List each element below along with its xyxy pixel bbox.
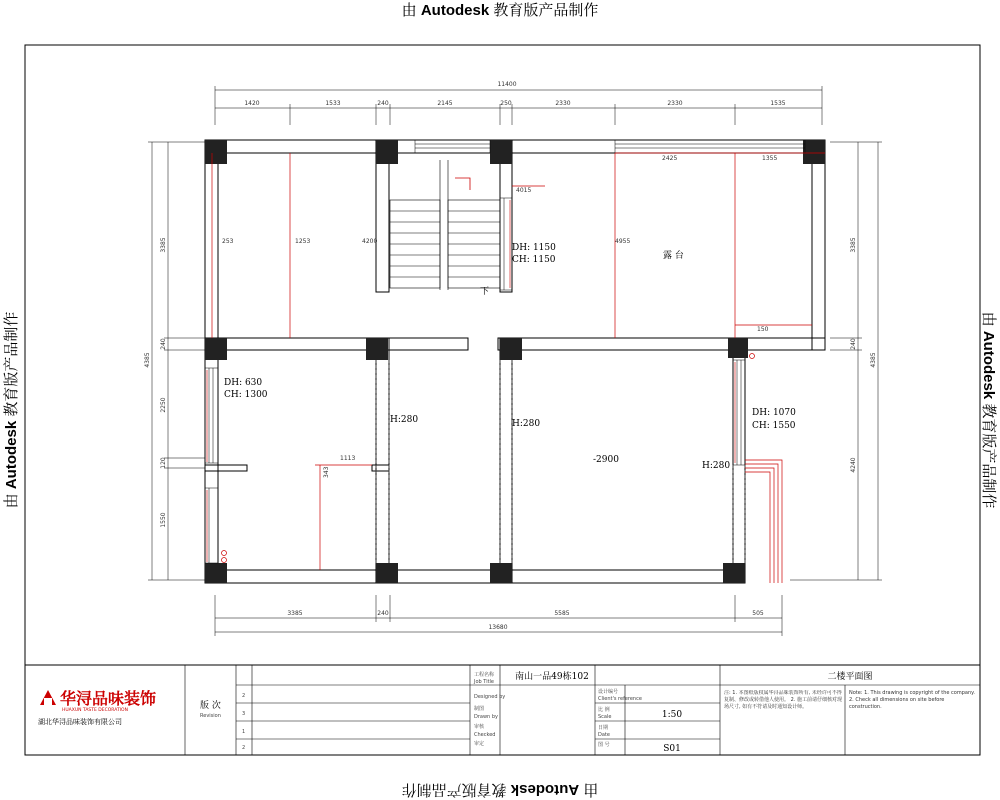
inner-dim-9: 1113: [340, 455, 356, 462]
step-detail: [745, 460, 782, 583]
watermark-left: 由 Autodesk 教育版产品制作: [3, 311, 20, 509]
window-b-ch: CH: 1300: [224, 390, 268, 400]
left-dim-2: 240: [160, 338, 167, 350]
watermark-right: 由 Autodesk 教育版产品制作: [980, 311, 997, 509]
inner-dim-10: 343: [323, 466, 330, 478]
top-dim-8: 1535: [770, 100, 786, 107]
rev-row-4: 2: [242, 745, 246, 751]
walls: [205, 140, 825, 583]
inner-dim-8: 150: [757, 326, 769, 333]
check-field-cn: 审核: [474, 724, 485, 730]
bottom-dim-2: 240: [377, 610, 389, 617]
revision-sub: Revision: [200, 713, 221, 719]
window-a-ch: CH: 1150: [512, 255, 556, 265]
balcony-label: 露 台: [663, 251, 684, 261]
inner-dim-7: 1355: [762, 155, 778, 162]
top-dimensions: [215, 86, 822, 125]
bottom-dim-3: 5585: [554, 610, 570, 617]
left-dim-5: 1550: [160, 512, 167, 528]
bottom-dim-1: 3385: [287, 610, 303, 617]
door-openings: [376, 360, 745, 563]
notes-en: Note: 1. This drawing is copyright of the company. 2. Check all dimensions on site before construction.: [849, 690, 975, 710]
staircase: [390, 160, 500, 290]
left-dim-3: 2250: [160, 397, 167, 413]
top-dim-4: 2145: [437, 100, 453, 107]
drawn-by-field: Drawn by: [474, 714, 498, 720]
columns: [205, 140, 825, 583]
window-a-dh: DH: 1150: [512, 243, 556, 253]
top-dim-6: 2330: [555, 100, 571, 107]
height-right: H:280: [702, 461, 731, 471]
window-c-ch: CH: 1550: [752, 421, 796, 431]
drawing-no-label: 图 号: [598, 742, 610, 748]
company-name: 湖北华浔品味装饰有限公司: [38, 718, 122, 726]
inner-dim-1: 253: [222, 238, 234, 245]
top-total-dim: 11400: [497, 81, 517, 88]
rev-row-2: 3: [242, 711, 246, 717]
drawing-title: 二楼平面图: [827, 672, 873, 682]
right-total-dim: 4385: [870, 352, 877, 368]
left-dimensions: [148, 142, 205, 580]
height-left: H:280: [390, 415, 419, 425]
drawing-field-cn: 制图: [474, 706, 485, 712]
bottom-dim-4: 505: [752, 610, 764, 617]
right-dim-1: 3385: [850, 237, 857, 253]
client-ref-en: Client's reference: [598, 696, 642, 702]
top-dim-3: 240: [377, 100, 389, 107]
window-c-dh: DH: 1070: [752, 408, 796, 418]
window-b-dh: DH: 630: [224, 378, 263, 388]
watermark-bottom: 由 Autodesk 教育版产品制作: [401, 781, 599, 798]
left-dim-1: 3385: [160, 237, 167, 253]
notes-cn: 注: 1. 本图纸版权属华浔品味装饰所有, 未经许可不得复制、修改或转借他人使用。 2. 施工前请仔细核对现场尺寸, 如有不符请及时通知设计师。: [724, 690, 842, 710]
company-logo: [40, 690, 56, 705]
window-red-markers: [207, 200, 735, 562]
watermark-top: 由 Autodesk 教育版产品制作: [401, 2, 599, 19]
date-en: Date: [598, 732, 610, 738]
top-dim-5: 250: [500, 100, 512, 107]
height-mid: H:280: [512, 419, 541, 429]
inner-dim-6: 2425: [662, 155, 678, 162]
inner-dim-3: 4200: [362, 238, 378, 245]
job-title-field: Job Title: [474, 679, 495, 685]
bottom-total-dim: 13680: [488, 624, 508, 631]
stair-down-label: 下: [480, 287, 490, 297]
project-label: 工程名称: [474, 672, 495, 678]
checked-field: Checked: [474, 732, 496, 738]
right-dim-3: 4240: [850, 457, 857, 473]
scale-label: 比 例: [598, 707, 610, 713]
client-ref-cn: 设计编号: [598, 689, 619, 695]
drawing-no-value: S01: [663, 744, 681, 754]
scale-value: 1:50: [661, 710, 683, 720]
scale-en: Scale: [598, 714, 612, 720]
top-dim-7: 2330: [667, 100, 683, 107]
project-name: 南山一品49栋102: [515, 672, 589, 682]
top-dim-2: 1533: [325, 100, 341, 107]
revision-label: 版 次: [200, 701, 221, 711]
right-dimensions: [790, 142, 882, 580]
rev-row-1: 2: [242, 693, 246, 699]
inner-dim-2: 1253: [295, 238, 311, 245]
ceiling-height: -2900: [593, 455, 619, 465]
company-logo-sub: HUAXUN TASTE DECORATION: [62, 708, 128, 713]
top-dim-1: 1420: [244, 100, 260, 107]
date-cn: 日期: [598, 725, 609, 731]
approve-field: 审定: [474, 741, 485, 747]
right-dim-2: 240: [850, 338, 857, 350]
rev-row-3: 1: [242, 729, 246, 735]
left-total-dim: 4385: [144, 352, 151, 368]
company-logo-text: 华浔品味装饰: [60, 689, 157, 708]
inner-dim-5: 4015: [516, 187, 532, 194]
designed-by-field: Designed by: [474, 694, 506, 700]
left-dim-4: 120: [160, 457, 167, 469]
inner-dim-4: 4955: [615, 238, 631, 245]
